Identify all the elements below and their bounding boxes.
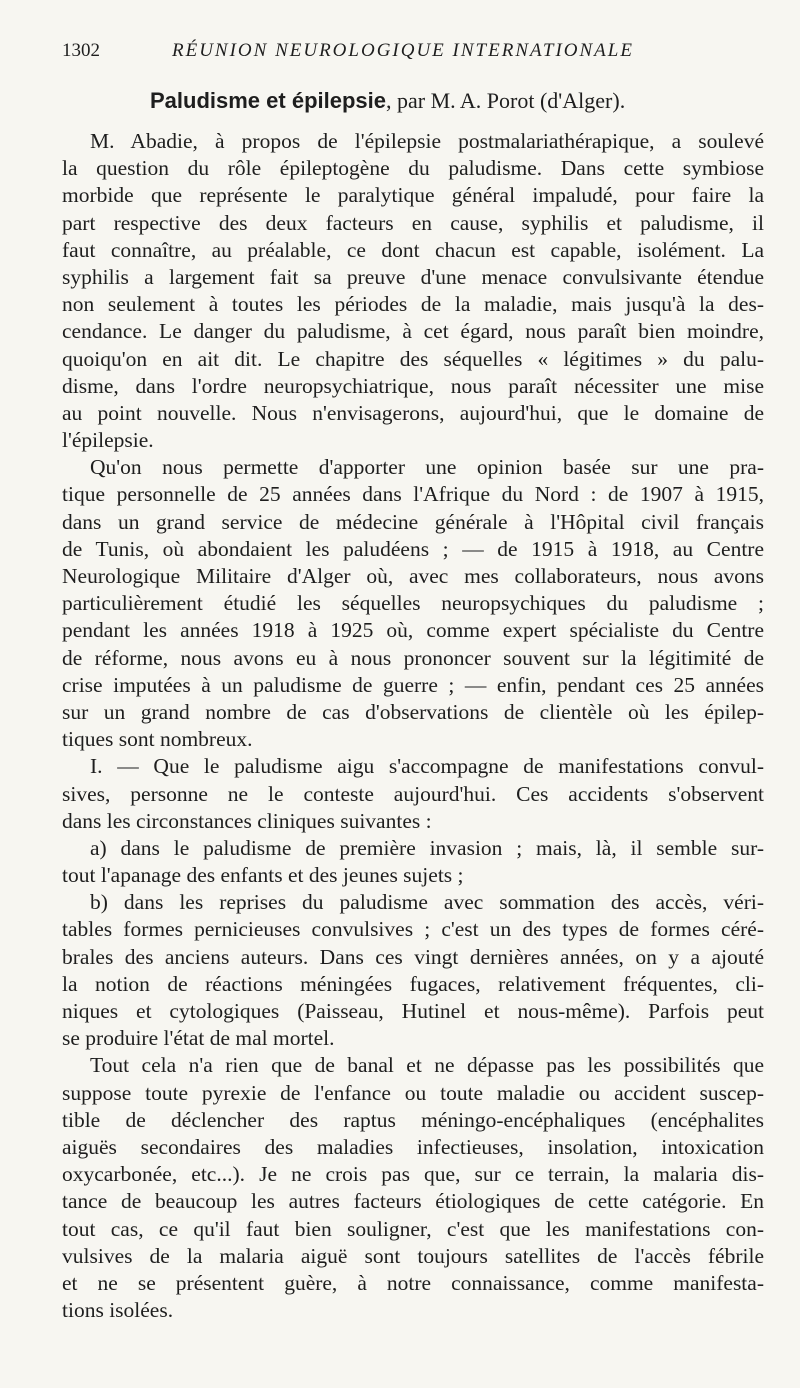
text-line: tout l'apanage des enfants et des jeunes sujets ;	[62, 863, 464, 888]
text-line: au point nouvelle. Nous n'envisagerons, aujourd'hui, que le domaine de	[62, 400, 764, 425]
text-line: dans un grand service de médecine générale à l'Hôpital civil français	[62, 509, 764, 534]
article-title	[150, 86, 710, 116]
text-line: b) dans les reprises du paludisme avec sommation des accès, véri-	[90, 890, 764, 915]
text-line: suppose toute pyrexie de l'enfance ou toute maladie ou accident suscep-	[62, 1080, 764, 1105]
text-line: a) dans le paludisme de première invasion ; mais, là, il semble sur-	[90, 835, 764, 860]
text-line: disme, dans l'ordre neuropsychiatrique, nous paraît nécessiter une mise	[62, 373, 764, 398]
text-line: I. — Que le paludisme aigu s'accompagne de manifestations convul-	[90, 754, 764, 779]
text-line: dans les circonstances cliniques suivantes :	[62, 808, 432, 833]
text-line: la notion de réactions méningées fugaces, relativement fréquentes, cli-	[62, 971, 764, 996]
article-byline: , par M. A. Porot (d'Alger).	[385, 88, 626, 113]
text-line: Tout cela n'a rien que de banal et ne dépasse pas les possibilités que	[90, 1053, 764, 1078]
text-line: syphilis a largement fait sa preuve d'une menace convulsivante étendue	[62, 264, 764, 289]
text-line: et ne se présentent guère, à notre connaissance, comme manifesta-	[62, 1270, 764, 1295]
text-line: de Tunis, où abondaient les paludéens ; — de 1915 à 1918, au Centre	[62, 536, 764, 561]
page-header	[62, 38, 762, 64]
text-line: tible de déclencher des raptus méningo-encéphaliques (encéphalites	[62, 1107, 764, 1132]
text-line: tout cas, ce qu'il faut bien souligner, c'est que les manifestations con-	[62, 1216, 764, 1241]
text-line: tables formes pernicieuses convulsives ; c'est un des types de formes céré-	[62, 917, 764, 942]
text-line: morbide que représente le paralytique général impaludé, pour faire la	[62, 183, 764, 208]
text-line: la question du rôle épileptogène du paludisme. Dans cette symbiose	[62, 156, 764, 181]
text-line: tique personnelle de 25 années dans l'Afrique du Nord : de 1907 à 1915,	[62, 482, 764, 507]
text-line: tiques sont nombreux.	[62, 727, 253, 752]
text-line: M. Abadie, à propos de l'épilepsie postmalariathérapique, a soulevé	[90, 129, 764, 153]
text-line: tions isolées.	[62, 1298, 174, 1323]
text-line: non seulement à toutes les périodes de la maladie, mais jusqu'à la des-	[62, 292, 764, 317]
text-line: pendant les années 1918 à 1925 où, comme expert spécialiste du Centre	[62, 618, 764, 643]
text-line: niques et cytologiques (Paisseau, Hutinel et nous-même). Parfois peut	[62, 999, 764, 1023]
text-line: brales des anciens auteurs. Dans ces vingt dernières années, on y a ajouté	[62, 944, 764, 969]
text-line: se produire l'état de mal mortel.	[62, 1026, 335, 1051]
text-line: l'épilepsie.	[62, 428, 154, 453]
text-line: sur un grand nombre de cas d'observations de clientèle où les épilep-	[62, 699, 764, 724]
text-line: aiguës secondaires des maladies infectieuses, insolation, intoxication	[62, 1134, 764, 1159]
text-line: Neurologique Militaire d'Alger où, avec mes collaborateurs, nous avons	[62, 564, 764, 588]
running-title: RÉUNION NEUROLOGIQUE INTERNATIONALE	[172, 40, 634, 61]
text-line: cendance. Le danger du paludisme, à cet égard, nous paraît bien moindre,	[62, 319, 764, 344]
text-line: de réforme, nous avons eu à nous prononcer souvent sur la légitimité de	[62, 645, 764, 670]
page-number: 1302	[62, 40, 100, 61]
text-line: part respective des deux facteurs en cause, syphilis et paludisme, il	[62, 210, 764, 235]
text-line: crise imputées à un paludisme de guerre ; — enfin, pendant ces 25 années	[62, 672, 764, 697]
text-line: oxycarbonée, etc...). Je ne crois pas que, sur ce terrain, la malaria dis-	[62, 1162, 764, 1187]
text-line: Qu'on nous permette d'apporter une opinion basée sur une pra-	[90, 455, 764, 480]
text-line: vulsives de la malaria aiguë sont toujours satellites de l'accès fébrile	[62, 1243, 764, 1268]
text-line: faut connaître, au préalable, ce dont chacun est capable, isolément. La	[62, 237, 764, 262]
text-line: quoiqu'on en ait dit. Le chapitre des séquelles « légitimes » du palu-	[62, 346, 764, 371]
text-line: sives, personne ne le conteste aujourd'hui. Ces accidents s'observent	[62, 781, 764, 806]
article-body	[62, 128, 764, 1324]
article-title-main: Paludisme et épilepsie	[150, 88, 386, 113]
text-line: particulièrement étudié les séquelles neuropsychiques du paludisme ;	[62, 591, 764, 616]
text-line: tance de beaucoup les autres facteurs étiologiques de cette catégorie. En	[62, 1189, 764, 1214]
